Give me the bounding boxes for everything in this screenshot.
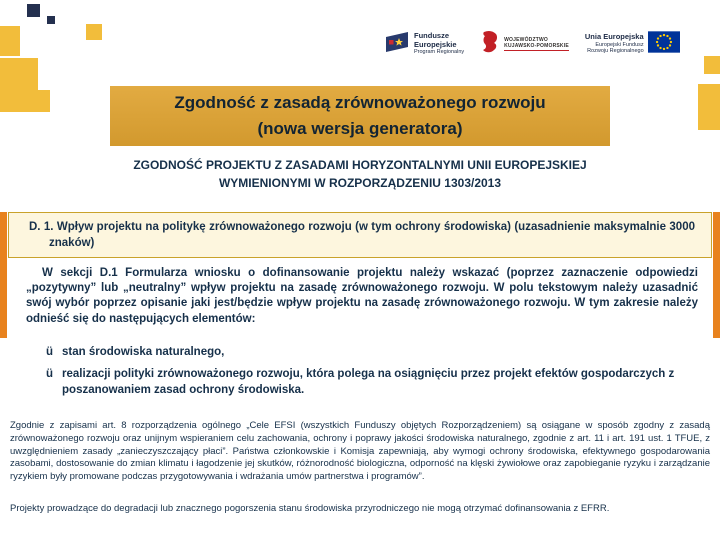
- eu-flag-icon: [648, 31, 680, 58]
- unia-label-3: Rozwoju Regionalnego: [587, 48, 644, 55]
- unia-label-2: Europejski Fundusz: [595, 41, 644, 48]
- logo-fundusze-europejskie: [384, 32, 464, 57]
- logo-unia-europejska: [585, 31, 680, 58]
- fundusze-label-1: Fundusze: [414, 31, 449, 41]
- d1-question-box: D. 1. Wpływ projektu na politykę zrównoważonego rozwoju (w tym ochrony środowiska) (uzasadnienie maksymalnie 3000 znaków): [8, 212, 712, 258]
- unia-label-1: Unia Europejska: [584, 32, 644, 42]
- slide-title-line2: (nowa wersja generatora): [257, 119, 463, 138]
- logo-wojewodztwo: [480, 30, 569, 59]
- wojewodztwo-rule: [504, 50, 569, 51]
- wojewodztwo-label-1: WOJEWÓDZTWO: [504, 36, 549, 43]
- bullet-list: [46, 344, 688, 404]
- check-bullet-icon: ü: [46, 346, 54, 358]
- logo-bar: [384, 22, 696, 66]
- decor-yellow-block-3: [38, 90, 50, 112]
- subtitle-line2: WYMIENIONYMI W ROZPORZĄDZENIU 1303/2013: [218, 176, 502, 190]
- wojewodztwo-label-2: KUJAWSKO-POMORSKIE: [504, 43, 569, 49]
- body-paragraph: W sekcji D.1 Formularza wniosku o dofinansowanie projektu należy wskazać (poprzez zaznaczenie odpowiedzi „pozytywny” lub „neutralny” wpływ projektu na zasadę zrównoważonego rozwoju. W polu tekstowym należy uzasadnić swój wybór poprzez opisanie jaki jest/będzie wpływ projektu na zasadę zrównoważonego rozwoju. W tym zakresie należy odnieść się do następujących elementów:: [26, 267, 698, 325]
- conclusion-paragraph: Projekty prowadzące do degradacji lub znacznego pogorszenia stanu środowiska przyrodniczego nie mogą otrzymać dofinansowania z EFRR.: [10, 503, 610, 514]
- fundusze-label-3: Program Regionalny: [414, 49, 465, 56]
- subtitle-line1: ZGODNOŚĆ PROJEKTU Z ZASADAMI HORYZONTALNYMI UNII EUROPEJSKIEJ: [133, 158, 587, 172]
- slide-title-box: [110, 86, 610, 146]
- decor-yellow-square: [86, 24, 102, 40]
- decor-yellow-block-1: [0, 26, 20, 56]
- left-orange-bar: [0, 212, 7, 338]
- decor-navy-square-2: [47, 16, 55, 24]
- bullet-text-1: stan środowiska naturalnego,: [62, 346, 225, 358]
- right-orange-bar: [713, 212, 720, 338]
- wojewodztwo-crest-icon: [480, 30, 500, 59]
- decor-yellow-block-2: [0, 58, 38, 112]
- slide-subtitle: [60, 156, 660, 192]
- decor-yellow-block-5: [698, 84, 720, 130]
- bullet-text-2: realizacji polityki zrównoważonego rozwoju, która polega na osiągnięciu przez projekt efektów gospodarczych z poszanowaniem zasad ochrony środowiska.: [62, 367, 675, 397]
- decor-navy-square-1: [27, 4, 40, 17]
- check-bullet-icon: ü: [46, 367, 54, 380]
- list-item: [46, 366, 688, 399]
- slide-title-line1: Zgodność z zasadą zrównoważonego rozwoju: [174, 92, 546, 112]
- list-item: [46, 344, 688, 361]
- fundusze-label-2: Europejskie: [414, 39, 457, 49]
- decor-yellow-block-4: [704, 56, 720, 74]
- legal-paragraph: Zgodnie z zapisami art. 8 rozporządzenia ogólnego „Cele EFSI (wszystkich Funduszy objętych Rozporządzeniem) są osiągane w sposób zgodny z zasadą zrównoważonego rozwoju oraz unijnym wspieraniem celu zachowania, ochrony i poprawy jakości środowiska naturalnego, zgodnie z art. 11 i art. 191 ust. 1 TFUE, z uwzględnieniem zasady „zanieczyszczający płaci”. Państwa członkowskie i Komisja zapewniają, aby wymogi ochrony środowiska, efektywnego gospodarowania zasobami, dostosowanie do zmian klimatu i łagodzenie jej skutków, różnorodność biologiczna, odporność na klęski żywiołowe oraz zapobieganie ryzyku i zarządzanie ryzykiem były promowane podczas przygotowywania i wdrażania umów partnerstwa i programów”.: [10, 420, 710, 483]
- fundusze-flag-icon: [384, 32, 410, 57]
